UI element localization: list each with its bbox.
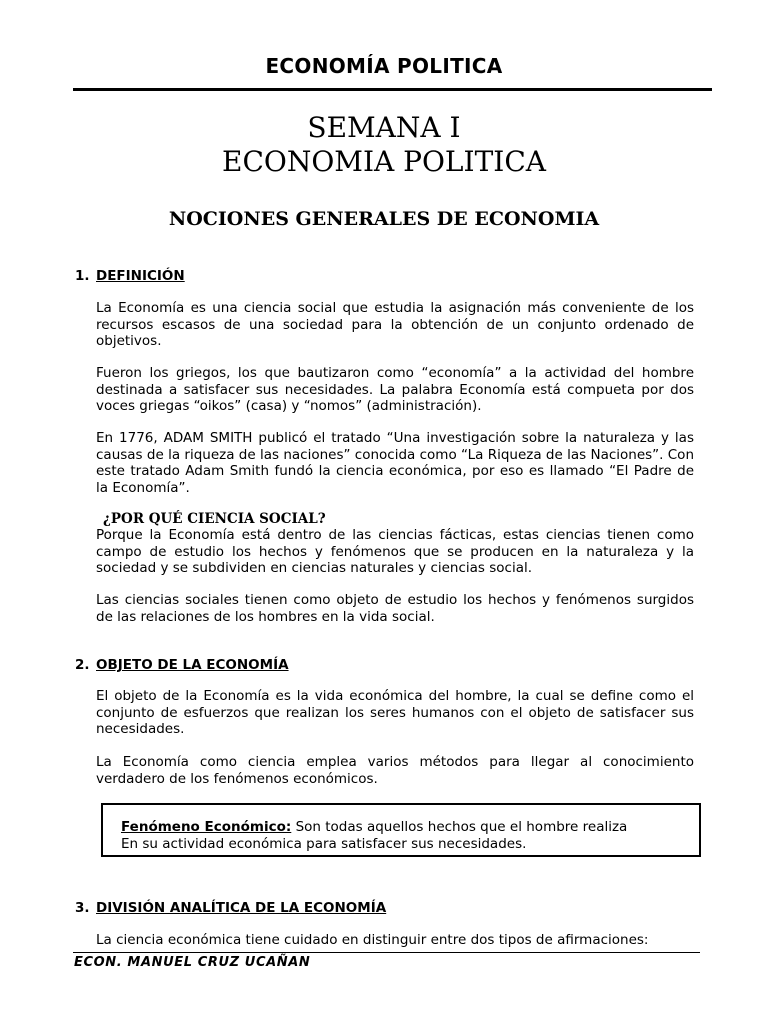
week-title: [0, 111, 768, 179]
section-3-title: DIVISIÓN ANALÍTICA DE LA ECONOMÍA: [96, 900, 387, 916]
header-title: ECONOMÍA POLITICA: [265, 54, 503, 78]
definition-text-2: En su actividad económica para satisfacer sus necesidades.: [121, 836, 527, 852]
header-divider: [73, 88, 712, 91]
week-title-line2: ECONOMIA POLITICA: [222, 145, 546, 178]
paragraph: La ciencia económica tiene cuidado en distinguir entre dos tipos de afirmaciones:: [96, 932, 649, 948]
definition-term: Fenómeno Económico:: [121, 819, 292, 835]
subheading-social-science: ¿POR QUÉ CIENCIA SOCIAL?: [103, 511, 326, 527]
week-title-line1: SEMANA I: [307, 111, 461, 144]
paragraph: Porque la Economía está dentro de las ciencias fácticas, estas ciencias tienen como campo de estudio los hechos y fenómenos que se producen en la naturaleza y la sociedad y se subdividen en ciencias naturales y ciencias social.: [96, 527, 694, 576]
definition-line1: [121, 819, 627, 835]
definition-text-1: Son todas aquellos hechos que el hombre realiza: [291, 819, 628, 835]
paragraph: Fueron los griegos, los que bautizaron como “economía” a la actividad del hombre destinada a satisfacer sus necesidades. La palabra Economía está compueta por dos voces griegas “oikos” (casa) y “nomos” (administración).: [96, 365, 694, 414]
section-heading: NOCIONES GENERALES DE ECONOMIA: [168, 208, 600, 230]
section-1-number: 1.: [75, 268, 90, 284]
section-1-title: DEFINICIÓN: [96, 268, 185, 284]
section-2-title: OBJETO DE LA ECONOMÍA: [96, 657, 289, 673]
definition-box: [101, 803, 701, 857]
section-3-number: 3.: [75, 900, 90, 916]
footer-divider: [73, 952, 700, 953]
paragraph: El objeto de la Economía es la vida económica del hombre, la cual se define como el conjunto de esfuerzos que realizan los seres humanos con el objeto de satisfacer sus necesidades.: [96, 688, 694, 737]
paragraph: La Economía es una ciencia social que estudia la asignación más conveniente de los recursos escasos de una sociedad para la obtención de un conjunto ordenado de objetivos.: [96, 300, 694, 349]
footer-author: ECON. MANUEL CRUZ UCAÑAN: [74, 955, 311, 970]
paragraph: En 1776, ADAM SMITH publicó el tratado “Una investigación sobre la naturaleza y las causas de la riqueza de las naciones” conocida como “La Riqueza de las Naciones”. Con este tratado Adam Smith fundó la ciencia económica, por eso es llamado “El Padre de la Economía”.: [96, 430, 694, 496]
paragraph: Las ciencias sociales tienen como objeto de estudio los hechos y fenómenos surgidos de las relaciones de los hombres en la vida social.: [96, 592, 694, 625]
paragraph: La Economía como ciencia emplea varios métodos para llegar al conocimiento verdadero de los fenómenos económicos.: [96, 754, 694, 787]
section-2-number: 2.: [75, 657, 90, 673]
